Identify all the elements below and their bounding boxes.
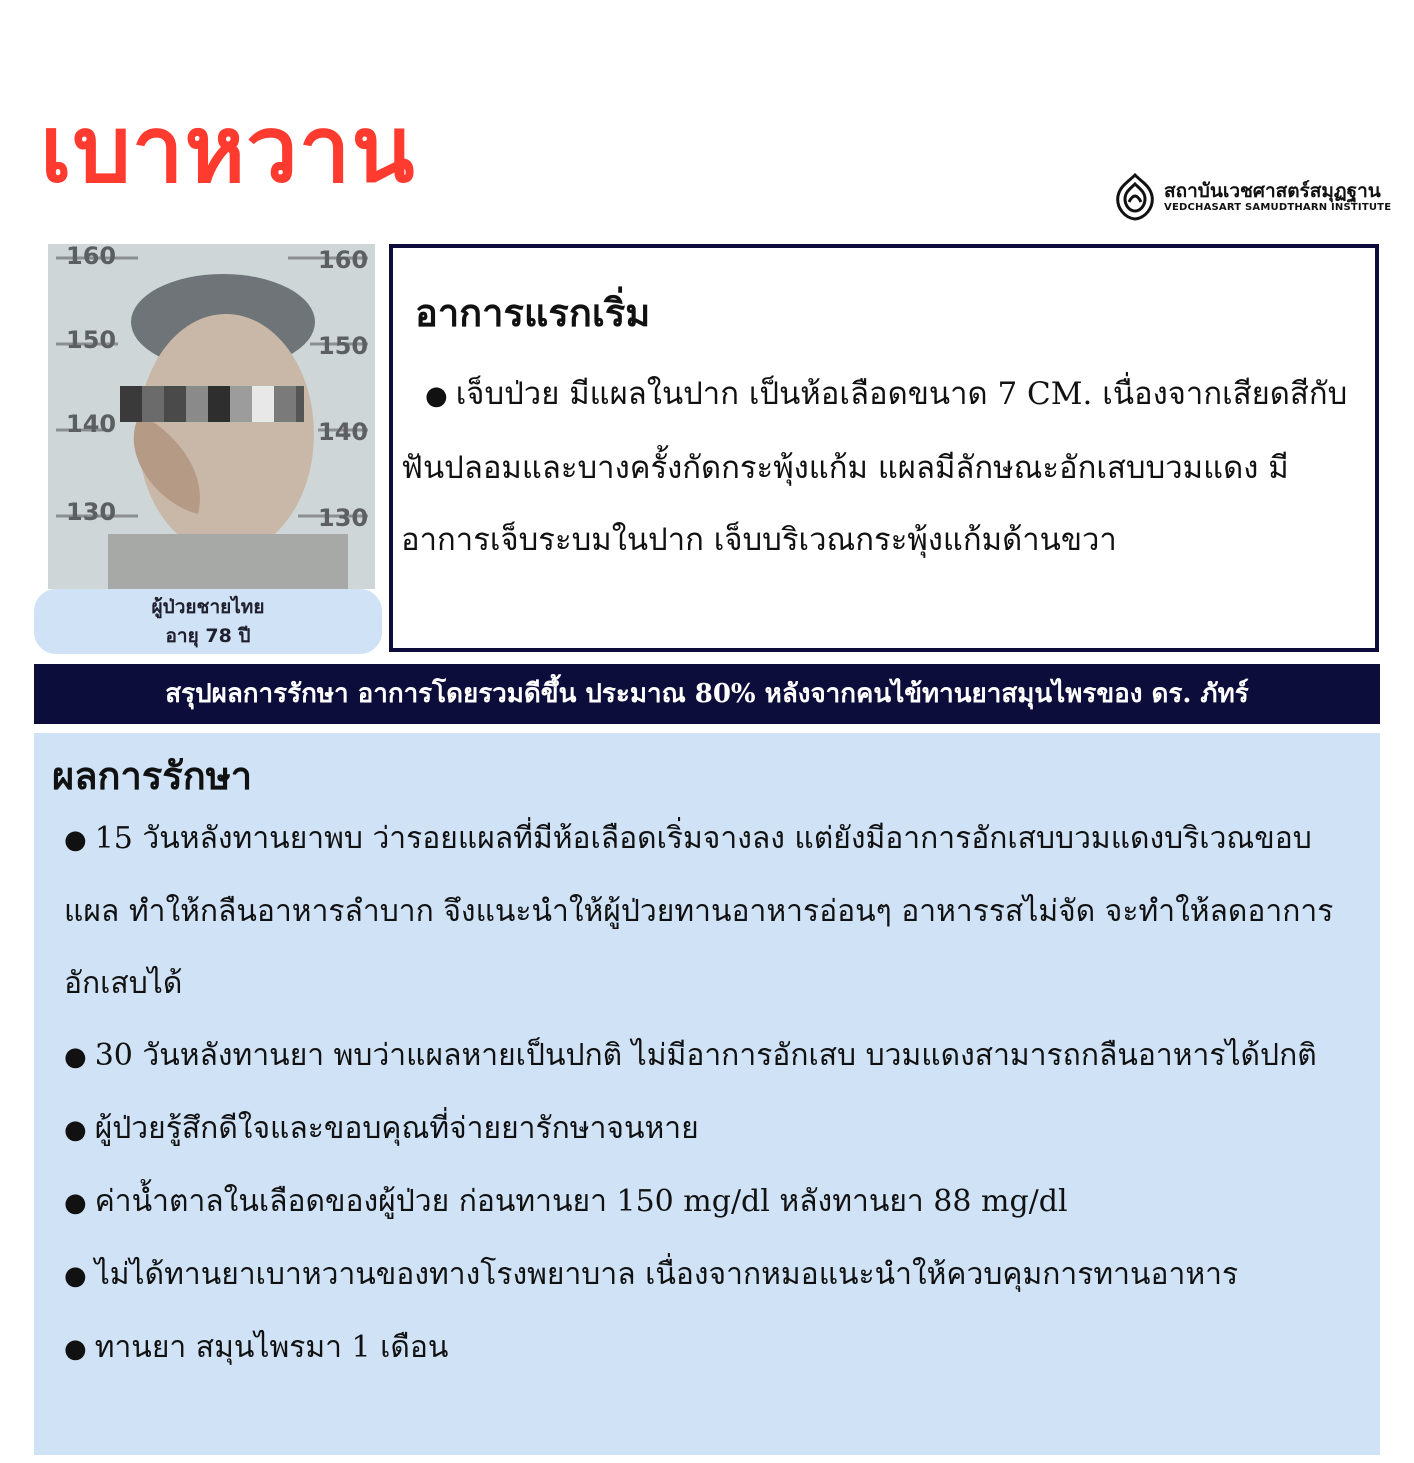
- bullet-icon: ●: [64, 1115, 87, 1145]
- patient-age: อายุ 78 ปี: [165, 624, 251, 647]
- scale-label: 160: [318, 246, 369, 274]
- symptoms-description: เจ็บป่วย มีแผลในปาก เป็นห้อเลือดขนาด 7 CM. เนื่องจากเสียดสีกับฟันปลอมและบางครั้งกัดกระพุ้งแก้ม แผลมีลักษณะอักเสบบวมแดง มีอาการเจ็บระบมในปาก เจ็บบริเวณกระพุ้งแก้มด้านขวา: [401, 376, 1348, 558]
- list-item: ● ทานยา สมุนไพรมา 1 เดือน: [64, 1330, 449, 1365]
- page-title: เบาหวาน: [40, 96, 416, 203]
- patient-card: [34, 244, 382, 654]
- bullet-icon: ●: [64, 825, 87, 855]
- scale-label: 140: [66, 410, 117, 438]
- symptoms-heading: อาการแรกเริ่ม: [415, 290, 651, 335]
- scale-label: 140: [318, 418, 369, 446]
- logo-name-th: สถาบันเวชศาสตร์สมุฏฐาน: [1164, 180, 1381, 203]
- bullet-icon: ●: [425, 381, 448, 411]
- logo-name-en: VEDCHASART SAMUDTHARN INSTITUTE: [1164, 201, 1392, 213]
- list-item: ● 30 วันหลังทานยา พบว่าแผลหายเป็นปกติ ไม่มีอาการอักเสบ บวมแดงสามารถกลืนอาหารได้ปกติ: [64, 1038, 1317, 1073]
- bullet-icon: ●: [64, 1042, 87, 1072]
- scale-label: 150: [318, 332, 369, 360]
- bullet-icon: ●: [64, 1188, 87, 1218]
- results-list: [64, 803, 1364, 1385]
- scale-label: 160: [66, 244, 117, 270]
- symptoms-text: [401, 358, 1361, 576]
- patient-description: ผู้ป่วยชายไทย: [151, 596, 265, 618]
- patient-photo: [48, 244, 375, 589]
- treatment-results-panel: [34, 733, 1380, 1455]
- scale-label: 130: [66, 498, 117, 526]
- initial-symptoms-box: [389, 244, 1379, 652]
- list-item: ● ไม่ได้ทานยาเบาหวานของทางโรงพยาบาล เนื่องจากหมอแนะนำให้ควบคุมการทานอาหาร: [64, 1257, 1239, 1292]
- results-heading: ผลการรักษา: [52, 753, 253, 798]
- institute-logo: [1112, 172, 1391, 222]
- institute-logo-icon: [1112, 172, 1158, 222]
- list-item: ● ค่าน้ำตาลในเลือดของผู้ป่วย ก่อนทานยา 150 mg/dl หลังทานยา 88 mg/dl: [64, 1184, 1068, 1219]
- treatment-summary: สรุปผลการรักษา อาการโดยรวมดีขึ้น ประมาณ 80% หลังจากคนไข้ทานยาสมุนไพรของ ดร. ภัทร์: [34, 664, 1380, 724]
- list-item: ● 15 วันหลังทานยาพบ ว่ารอยแผลที่มีห้อเลือดเริ่มจางลง แต่ยังมีอาการอักเสบบวมแดงบริเวณขอบแผล ทำให้กลืนอาหารลำบาก จึงแนะนำให้ผู้ป่วยทานอาหารอ่อนๆ อาหารรสไม่จัด จะทำให้ลดอาการอักเสบได้: [64, 821, 1334, 1001]
- patient-caption: [34, 589, 382, 654]
- scale-label: 150: [66, 326, 117, 354]
- scale-label: 130: [318, 504, 369, 532]
- bullet-icon: ●: [64, 1261, 87, 1291]
- bullet-icon: ●: [64, 1334, 87, 1364]
- list-item: ● ผู้ป่วยรู้สึกดีใจและขอบคุณที่จ่ายยารักษาจนหาย: [64, 1111, 699, 1146]
